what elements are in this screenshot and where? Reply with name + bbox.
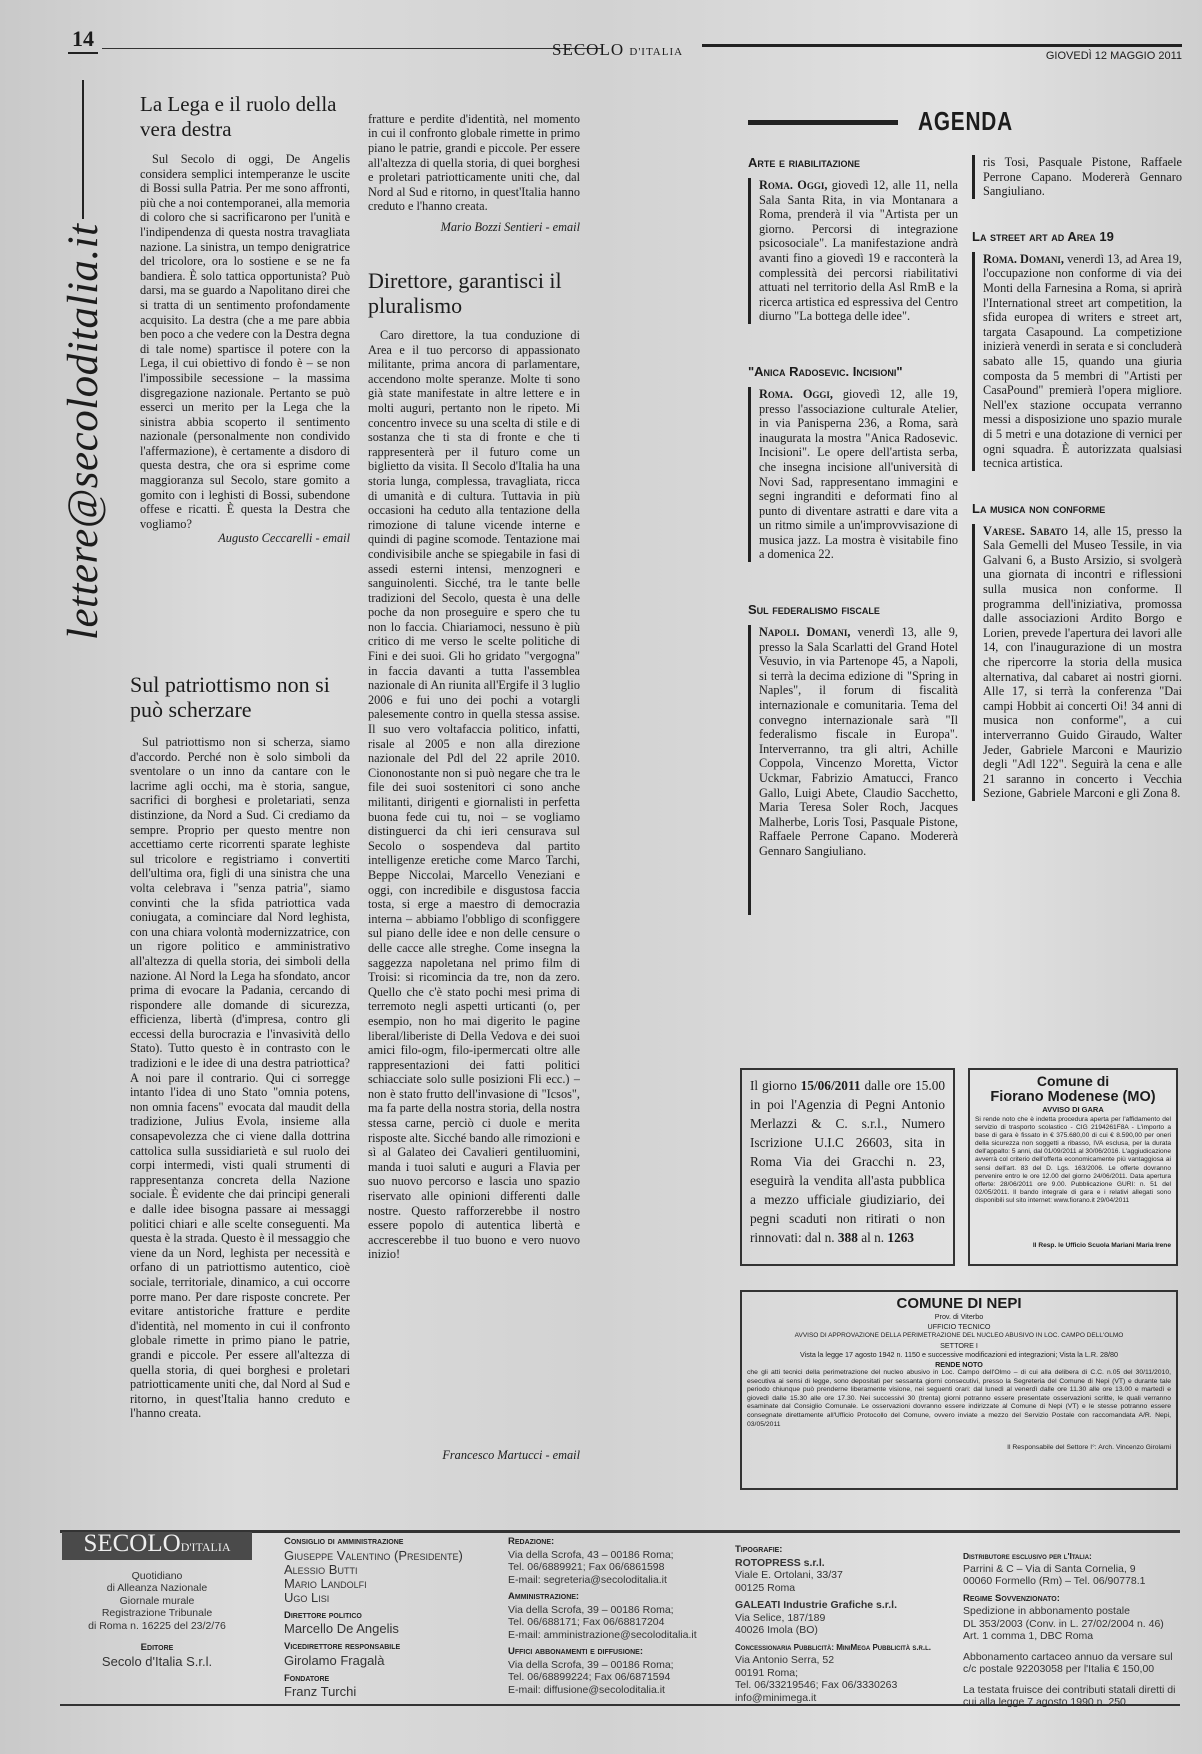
footer-line: Via della Scrofa, 43 – 00186 Roma;: [508, 1548, 674, 1561]
agenda-heading: La musica non conforme: [972, 500, 1106, 516]
footer-email-link[interactable]: info@minimega.it: [735, 1691, 817, 1704]
footer-value: Ugo Lisi: [284, 1589, 330, 1605]
footer-line: Tel. 06/33219546; Fax 06/3330263: [735, 1679, 898, 1691]
page-number: 14: [68, 26, 98, 54]
agenda-heading: "Anica Radosevic. Incisioni": [748, 363, 903, 379]
letter-paragraph: Sul Secolo di oggi, De Angelis considera semplici intemperanze le uscite di Bossi sulla Patria. Per me sono affronti, più che a noi contemporanei, alla memoria di coloro che si sacrificarono per l'unità e l'indipendenza di questa nostra travagliata nazione. La sinistra, un tempo denigratrice del tricolore, ora lo sostiene e se ne fa bandiera. È solo tattica opportunista? Può darsi, ma se guardo a Napolitano direi che si tratta di un sentimento profondamente acquisito. La destra (che a me pare abbia ben poco a che vedere con la Destra degna di tale nome) spartisce il potere con la Lega, il cui obiettivo di fondo è – se non l'impossibile secessione – la massima disgregazione nazionale. Pertanto se può esserci un merito per la Lega che la sinistra abbia scoperto il sentimento nazionale (personalmente non condivido l'affermazione), è certamente a disdoro di questa destra, che ora si esprime come maggioranza sul Secolo, stare gomito a gomito con i leghisti di Bossi, subendone offese e ricatti. È questa la Destra che vogliamo?: [140, 152, 350, 531]
ad-number: 1263: [887, 1230, 915, 1245]
footer-subscription: Abbonamento cartaceo annuo da versare sul c/c postale 92203058 per l'Italia € 150,00: [963, 1650, 1173, 1675]
letter-paragraph: Sul patriottismo non si scherza, siamo d'accordo. Perché non è solo simboli da sventolare o un inno da cantare con le lacrime agli occhi, ma è storia, sangue, sacrifici di borghesi e proletariati, senza distinzione, da Nord a Sud. Ci crediamo da sempre. Proprio per questo mentre non accettiamo certe ricorrenti sparate leghiste sul tricolore e registriamo i convertiti dell'ultima ora, figli di una sinistra che una volta celebrava i "senza patria", siamo convinti che la sfida patriottica vada coniugata, a cominciare dal Nord leghista, con una chiara volontà modernizzatrice, con un rigore politico e amministrativo all'altezza di quella storia, dei simboli della nazione. Al Nord la Lega ha sfondato, ancor prima di evocare la Padania, cercando di rispondere alle domande di sicurezza, efficienza, libertà (d'impresa, contro gli eccessi della burocrazia e l'invasività dello Stato). Tutto questo è in contrasto con le tradizioni e le idee di una destra patriottica? A noi pare il contrario. Qui ci sorregge intanto l'idea di uno Stato "omnia potens, non omnia facens" evocata dal maudit della tradizione, Julius Evola, insieme alla consapevolezza che ci viene dalla dottrina cattolica sulla sussidiarietà e sul ruolo dei corpi intermedi, visti quali strumenti di rappresentanza concreta della Nazione sociale. È evidente che dai principi generali e dalle idee bisogna passare ai messaggi politici chiari e alle scelte conseguenti. Ma questa è la strada. Questo è il messaggio che viene da un Nord, leghista per necessità e orfano di un patriottismo autentico, cioè sociale, territoriale, dinamico, a cui occorre porre mano. Per dare risposte concrete. Per evitare antistoriche fratture e perdite d'identità, nel momento in cui il confronto globale rimette in primo piano le patrie, grandi e piccole. Per essere all'altezza di quella storia, di quei borghesi e proletari patriotticamente uniti che, dal Nord al Sud e ritorno, in quest'Italia hanno creduto e l'hanno creata.: [130, 735, 350, 1421]
section-label: [58, 80, 108, 640]
footer-value: Mario Landolfi: [284, 1575, 367, 1591]
agenda-col-2: [972, 155, 1182, 801]
ad-title: Fiorano Modenese (MO): [990, 1089, 1156, 1105]
footer-line: Viale E. Ortolani, 33/37: [735, 1569, 843, 1581]
footer-contributions: La testata fruisce dei contributi statali diretti di cui alla legge 7 agosto 1990 n. 250: [963, 1683, 1176, 1708]
footer-label: Consiglio di amministrazione: [284, 1536, 404, 1547]
header-masthead: [552, 40, 683, 60]
footer-line: Spedizione in abbonamento postale: [963, 1605, 1130, 1617]
footer-line: 00060 Formello (Rm) – Tel. 06/90778.1: [963, 1575, 1146, 1587]
agenda-heading: La street art ad Area 19: [972, 228, 1114, 244]
agenda-body: [972, 252, 1182, 471]
letter-title: Direttore, garantisci il pluralismo: [368, 268, 562, 318]
footer-line: GALEATI Industrie Grafiche s.r.l.: [735, 1599, 898, 1611]
letter-signature: Augusto Ceccarelli - email: [218, 531, 350, 546]
footer-email-link[interactable]: E-mail: segreteria@secoloditalia.it: [508, 1573, 667, 1586]
page-header: [62, 26, 1182, 62]
footer-line: Registrazione Tribunale: [101, 1607, 213, 1619]
footer-line: di Alleanza Nazionale: [106, 1582, 208, 1594]
ad-text: al n.: [861, 1230, 885, 1245]
footer-line: 00191 Roma;: [735, 1666, 799, 1679]
letter-paragraph-end: fratture e perdite d'identità, nel momento in cui il confronto globale rimette in primo piano le patrie, grandi e piccole. Per essere all'altezza di quella storia, di quei borghesi e proletari patriotticamente uniti che, dal Nord al Sud e ritorno, in quest'Italia hanno creduto e l'hanno creata.: [368, 111, 580, 214]
letter-2-body: [130, 735, 350, 1515]
letter-title: La Lega e il ruolo della vera destra: [140, 92, 337, 141]
footer-value: Secolo d'Italia S.r.l.: [101, 1653, 213, 1669]
ad-nepi: [740, 1290, 1178, 1490]
agenda-body: [972, 524, 1182, 801]
agenda-lead: Roma. Oggi,: [759, 178, 828, 192]
footer-line: Giornale murale: [119, 1594, 195, 1607]
footer-label: Fondatore: [284, 1672, 330, 1684]
footer-line: Art. 1 comma 1, DBC Roma: [963, 1630, 1094, 1642]
agenda-body: [748, 625, 958, 915]
footer-value: Giuseppe Valentino (Presidente): [284, 1547, 463, 1563]
agenda-item: [972, 229, 1182, 471]
agenda-continued: ris Tosi, Pasquale Pistone, Raffaele Perrone Capano. Modererà Gennaro Sangiuliano.: [972, 155, 1182, 199]
footer-label: Direttore politico: [284, 1609, 362, 1621]
agenda-body: [748, 178, 958, 324]
footer-label: Vicedirettore responsabile: [284, 1641, 401, 1652]
ad-line: AVVISO DI APPROVAZIONE DELLA PERIMETRAZIONE DEL NUCLEO ABUSIVO IN LOC. CAMPO DELL'OLMO: [794, 1332, 1124, 1339]
ad-text: dalle ore 15.00 in poi l'Agenzia di Pegni Antonio Merlazzi & C. s.r.l., Numero Iscrizione U.I.C 26603, sita in Roma Via dei Gracchi n. 23, eseguirà la vendita all'asta pubblica a mezzo ufficiale giudiziario, dei pegni scaduti non ritirati o non rinnovati: dal n.: [750, 1078, 945, 1245]
footer-label: Amministrazione:: [508, 1591, 580, 1602]
footer-distribution: [963, 1550, 1178, 1709]
letter-1: [140, 92, 350, 546]
agenda-heading: Sul federalismo fiscale: [748, 602, 880, 618]
ad-text: Il giorno: [750, 1078, 797, 1093]
footer-label: Editore: [140, 1642, 174, 1653]
letter-signature: Francesco Martucci - email: [442, 1448, 580, 1462]
letter-2: [130, 672, 350, 732]
footer-line: Tel. 06/68899224; Fax 06/6871594: [508, 1671, 671, 1683]
agenda-heading: Arte e riabilitazione: [748, 155, 860, 170]
footer-email-link[interactable]: E-mail: amministrazione@secoloditalia.it: [508, 1628, 697, 1641]
footer-value: Franz Turchi: [284, 1684, 357, 1699]
agenda-lead: Napoli. Domani,: [759, 625, 851, 640]
footer-line: Parrini & C – Via di Santa Cornelia, 9: [963, 1562, 1136, 1575]
agenda-header: [748, 106, 1183, 142]
ad-line: UFFICIO TECNICO: [927, 1321, 991, 1331]
footer-board: [284, 1536, 484, 1699]
ad-line: Vista la legge 17 agosto 1942 n. 1150 e successive modificazioni ed integrazioni; Vista la L.R. 28/80: [799, 1350, 1119, 1359]
footer-value: Marcello De Angelis: [284, 1621, 399, 1636]
header-date: GIOVEDÌ 12 MAGGIO 2011: [1045, 50, 1182, 62]
agenda-text: giovedì 12, alle 11, nella Sala Santa Rita, in via Montanara a Roma, prenderà il via "Artista per un giorno. Percorsi di integrazione psicosociale". La manifestazione andrà avanti fino a giovedì 19 e racconterà la complessità dei percorsi riabilitativi attuati nel territorio della Asl RmB e la ricerca artistica ed espressiva del Centro diurno "La bottega delle idee".: [759, 178, 958, 324]
footer-logo: [62, 1532, 252, 1560]
footer-line: Quotidiano: [131, 1569, 183, 1582]
ad-date: 15/06/2011: [800, 1078, 861, 1093]
agenda-item: [748, 155, 958, 324]
ad-pegni: [740, 1068, 955, 1266]
agenda-col-1: [748, 155, 958, 915]
footer-label: Tipografie:: [735, 1544, 783, 1555]
footer-line: Via Selice, 187/189: [735, 1611, 826, 1624]
agenda-body: [748, 387, 958, 562]
ad-fiorano: [968, 1068, 1178, 1266]
ad-title: Comune di: [1036, 1073, 1110, 1089]
footer-label: Redazione:: [508, 1536, 555, 1547]
footer-masthead: [62, 1532, 252, 1669]
agenda-item: [748, 364, 958, 562]
agenda-item: [972, 501, 1182, 801]
footer-label: Uffici abbonamenti e diffusione:: [508, 1646, 643, 1657]
letter-2-continued: [368, 96, 580, 214]
footer-line: Tel. 06/6889921; Fax 06/6861598: [508, 1561, 665, 1573]
footer-line: Via della Scrofa, 39 – 00186 Roma;: [508, 1658, 674, 1671]
letter-body: [140, 152, 350, 531]
footer-value: Alessio Butti: [284, 1561, 358, 1577]
ad-number: 388: [837, 1230, 858, 1245]
letter-signature: Mario Bozzi Sentieri - email: [440, 220, 580, 234]
footer-logo-text: SECOLO: [83, 1530, 181, 1557]
agenda-text: venerdì 13, ad Area 19, l'occupazione non conforme di via dei Monti della Farnesina a Roma, si aprirà l'International street art competition, la sfida europea di writers e street art, targata Casapound. La competizione inizierà venerdì in serata e si concluderà sabato alle 15, quando una giuria composta da 5 membri di "Artisti per CasaPound" premierà l'opera migliore. Nell'ex stazione occupata verranno messi a disposizione uno spazio murale di 5 metri e una dotazione di vernici per ogni squadra. È autorizzata qualsiasi tecnica artistica.: [983, 251, 1182, 471]
letter-title: Sul patriottismo non si può scherzare: [130, 672, 330, 722]
agenda-text: giovedì 12, alle 19, presso l'associazione culturale Atelier, in via Panisperna 236, a Roma, sarà inaugurata la mostra "Anica Radosevic. Incisioni". Le opere dell'artista serba, che insegna incisione all'università di Novi Sad, rappresentano immagini e segni ingranditi e deformati fino al punto di diventare astratti e dare vita a un ritmo simile a un'improvvisazione di musica jazz. La mostra è visitabile fino a domenica 22.: [759, 386, 958, 562]
letter-paragraph: Caro direttore, la tua conduzione di Area e il tuo percorso di appassionato militante, prima ancora di parlamentare, accendono molte speranze. Molte ti sono già state manifestate in altre lettere e in molti auguri, pertanto non le ripeto. Mi concentro invece su una scelta di stile e di sostanza che ti sta di fronte e che ti rappresenterà per il futuro come un biglietto da visita. Il Secolo d'Italia ha una storia lunga, complessa, travagliata, ricca di umanità e di cultura. Tuttavia in più occasioni ha ceduto alla tentazione della rimozione di talune vicende interne e quindi di pagine scomode. Tentazione mai condivisibile anche se spiegabile in fasi di assedi esterni intensi, menzogneri e sanguinolenti. Sicché, tra le tante belle tradizioni del Secolo, questa è una delle poche da non proseguire e spero che tu non lo faccia. Chiariamoci, nessuno è più critico di me verso le scelte politiche di Fini e dei suoi. Gli ho gridato "vergogna" in faccia davanti a tutta l'assemblea nazionale di An riunita all'Ergife il 3 luglio 2006 e fui uno dei pochi a votargli palesemente contro in quella stessa assise. Il suo vero voltafaccia politico, infatti, risale al 2005 e non alla direzione nazionale del Pdl del 22 aprile 2010. Ciononostante non si può negare che tra le file dei suoi sostenitori ci sono anche militanti, dirigenti e giornalisti in perfetta buona fede cui tu, noi – se vogliamo distinguerci da chi ieri censurava sul Secolo o sospendeva dal partito intelligenze eretiche come Marco Tarchi, Beppe Niccolai, Marcello Veneziani e oggi, con incredibile e disgustosa faccia tosta, si erge a maestro di democrazia interna – abbiamo l'obbligo di sconfiggere sul piano delle idee e non delle censure o delle cacce alle streghe. Come insegna la saggezza napoletana nel primo film di Troisi: si ricomincia da tre, non da zero. Quello che c'è stato pochi mesi prima di terremoto negli aspetti urticanti (o, per esempio, non ho mai digerito le pagine liberal/liberiste di Della Vedova e dei suoi amici filo-ogm, filo-ipermercati oltre alle rappresentazioni dei fatti politici schiacciate solo sulle posizioni Fli ecc.) – non è stato frutto dell'invasione di "Icsos", ma fa parte della nostra storia, della nostra stessa carne, perciò ci duole e merita risposte alte. Sicché bando alle rimozioni e sì al Galateo dei Cavalieri gentiluomini, manda i tuoi saluti e auguri a Flavia per suo nuovo percorso e lascia uno spazio riservato alle opinioni differenti dalle nostre. Questo rafforzerebbe il nostro essere popolo di autentica libertà e accrescerebbe il tuo buono e vero nuovo inizio!: [368, 328, 580, 1262]
ad-line: Prov. di Viterbo: [934, 1312, 984, 1321]
agenda-lead: Varese. Sabato: [983, 523, 1069, 538]
agenda-text: 14, alle 15, presso la Sala Gemelli del Museo Tessile, in via Galvani 6, a Busto Arsizio, si svolgerà una giornata di incontri e riflessioni sulla musica non conforme. Il programma dell'iniziativa, promossa dalle associazioni Ardito Borgo e Lorien, prevede l'apertura dei lavori alle 14, con l'inaugurazione di un mostra che ripercorre la storia della musica alternativa, dal cabaret ai nostri giorni. Alle 17, si terrà la conferenza "Dai campi Hobbit ai concerti Oi! 34 anni di musica non conforme", a cui interverranno Guido Giraudo, Walter Jeder, Gabriele Marconi e Maurizio degli "Adl 122". Seguirà la cena e alle 21 saranno in concerto i Vecchia Sezione, Gabriele Marconi e gli Zona 8.: [983, 523, 1182, 801]
ad-title: COMUNE DI NEPI: [896, 1295, 1022, 1312]
footer-line: Via della Scrofa, 39 – 00186 Roma;: [508, 1603, 674, 1616]
footer-line: Via Antonio Serra, 52: [735, 1654, 835, 1666]
ad-subtitle: AVVISO DI GARA: [1042, 1105, 1104, 1114]
agenda-lead: Roma. Domani,: [983, 251, 1065, 266]
footer-line: di Roma n. 16225 del 23/2/76: [88, 1619, 226, 1632]
masthead-small: D'ITALIA: [629, 46, 684, 58]
agenda-item: [748, 602, 958, 915]
footer-email-link[interactable]: E-mail: diffusione@secoloditalia.it: [508, 1683, 665, 1696]
header-rule-right: [702, 44, 1182, 47]
footer-label: Concessionaria Pubblicità: MiniMega Pubblicità s.r.l.: [735, 1642, 931, 1652]
footer-line: 40026 Imola (BO): [735, 1624, 818, 1636]
footer-line: Tel. 06/688171; Fax 06/68817204: [508, 1616, 665, 1628]
footer-line: DL 353/2003 (Conv. in L. 27/02/2004 n. 46): [963, 1617, 1164, 1630]
footer-printing: [735, 1544, 950, 1704]
ad-signature: Il Responsabile del Settore I°: Arch. Vincenzo Girolami: [1007, 1444, 1171, 1451]
footer-offices: [508, 1536, 723, 1696]
footer-logo-small: D'ITALIA: [180, 1540, 231, 1554]
footer-label: Distributore esclusivo per l'Italia:: [963, 1551, 1092, 1561]
footer-line: 00125 Roma: [735, 1581, 796, 1594]
ad-signature: Il Resp. le Ufficio Scuola Mariani Maria Irene: [1032, 1242, 1171, 1249]
ad-body: che gli atti tecnici della perimetrazione del nucleo abusivo in Loc. Campo dell'Olmo – di cui alla delibera di C.C. n.05 del 30/11/2010, esecutiva ai sensi di legge, sono depositati per sessanta giorni consecutivi, presso la Segreteria del Comune di Nepi (VT) e durante tale periodo chiunque può prenderne liberamente visione, nei seguenti orari: dal lunedì al venerdì dalle ore 11.30 alle ore 13.00 e martedì e giovedì dalle 15.30 alle ore 17.30. Nei successivi 30 (trenta) giorni potranno essere presentate osservazioni scritte, le quali verranno esaminate dal Consiglio Comunale. Le osservazioni dovranno essere indirizzate al Comune di Nepi (VT) e le stesse potranno essere consegnate direttamente all'Ufficio Protocollo del Comune, ovvero inviate a mezzo del Servizio Postale con raccomandata A/R. Nepi, 03/05/2011: [747, 1369, 1171, 1428]
letter-body: [368, 328, 580, 1448]
agenda-text: venerdì 13, alle 9, presso la Sala Scarlatti del Grand Hotel Vesuvio, in via Partenope 45, a Napoli, si terrà la decima edizione di "Spring in Naples", il forum di fiscalità internazionale e comunitaria. Tema del convegno internazionale sarà "Il federalismo fiscale in Europa". Interverranno, tra gli altri, Achille Coppola, Vincenzo Moretta, Victor Uckmar, Fabrizio Amatucci, Franco Gallo, Luigi Abete, Claudio Sacchetto, Maria Teresa Soler Roch, Jacques Malherbe, Loris Tosi, Pasquale Pistone, Raffaele Perrone Capano. Modererà Gennaro Sangiuliano.: [759, 625, 958, 858]
footer-label: Regime Sovvenzionato:: [963, 1592, 1060, 1604]
footer-line: ROTOPRESS s.r.l.: [735, 1556, 825, 1569]
letter-3: [368, 268, 580, 1463]
footer-desc: [62, 1570, 252, 1633]
agenda-title: AGENDA: [918, 106, 1013, 136]
section-label-rule: [82, 80, 84, 219]
agenda-rule: [748, 120, 898, 125]
agenda-lead: Roma. Oggi,: [759, 386, 833, 401]
footer-value: Girolamo Fragalà: [284, 1652, 385, 1668]
ad-line: RENDE NOTO: [935, 1359, 983, 1369]
header-rule-left: [102, 48, 602, 49]
masthead-text: SECOLO: [552, 40, 625, 59]
ad-body: Si rende noto che è indetta procedura aperta per l'affidamento del servizio di trasporto scolastico - CIG 2194261F8A - L'importo a base di gara è fissato in € 375.680,00 di cui € 8.590,00 per oneri della sicurezza non soggetti a ribasso, IVA esclusa, per la durata dell'appalto: 5 anni, dal 01/09/2011 al 30/06/2016. L'aggiudicazione avverrà col criterio dell'offerta economicamente più vantaggiosa ai sensi dell'art. 83 del D. Lgs. 163/2006. Le offerte dovranno pervenire entro le ore 12.00 del giorno 24/06/2011. Data apertura offerte: 28/06/2011 ore 9.00. Pubblicazione GURI: n. 51 del 02/05/2011. Il bando integrale di gara e i relativi allegati sono disponibili sul sito internet: www.fiorano.it 29/04/2011: [975, 1116, 1171, 1204]
section-label-text: lettere@secoloditalia.it: [59, 223, 107, 640]
ad-line: SETTORE I: [940, 1340, 978, 1350]
